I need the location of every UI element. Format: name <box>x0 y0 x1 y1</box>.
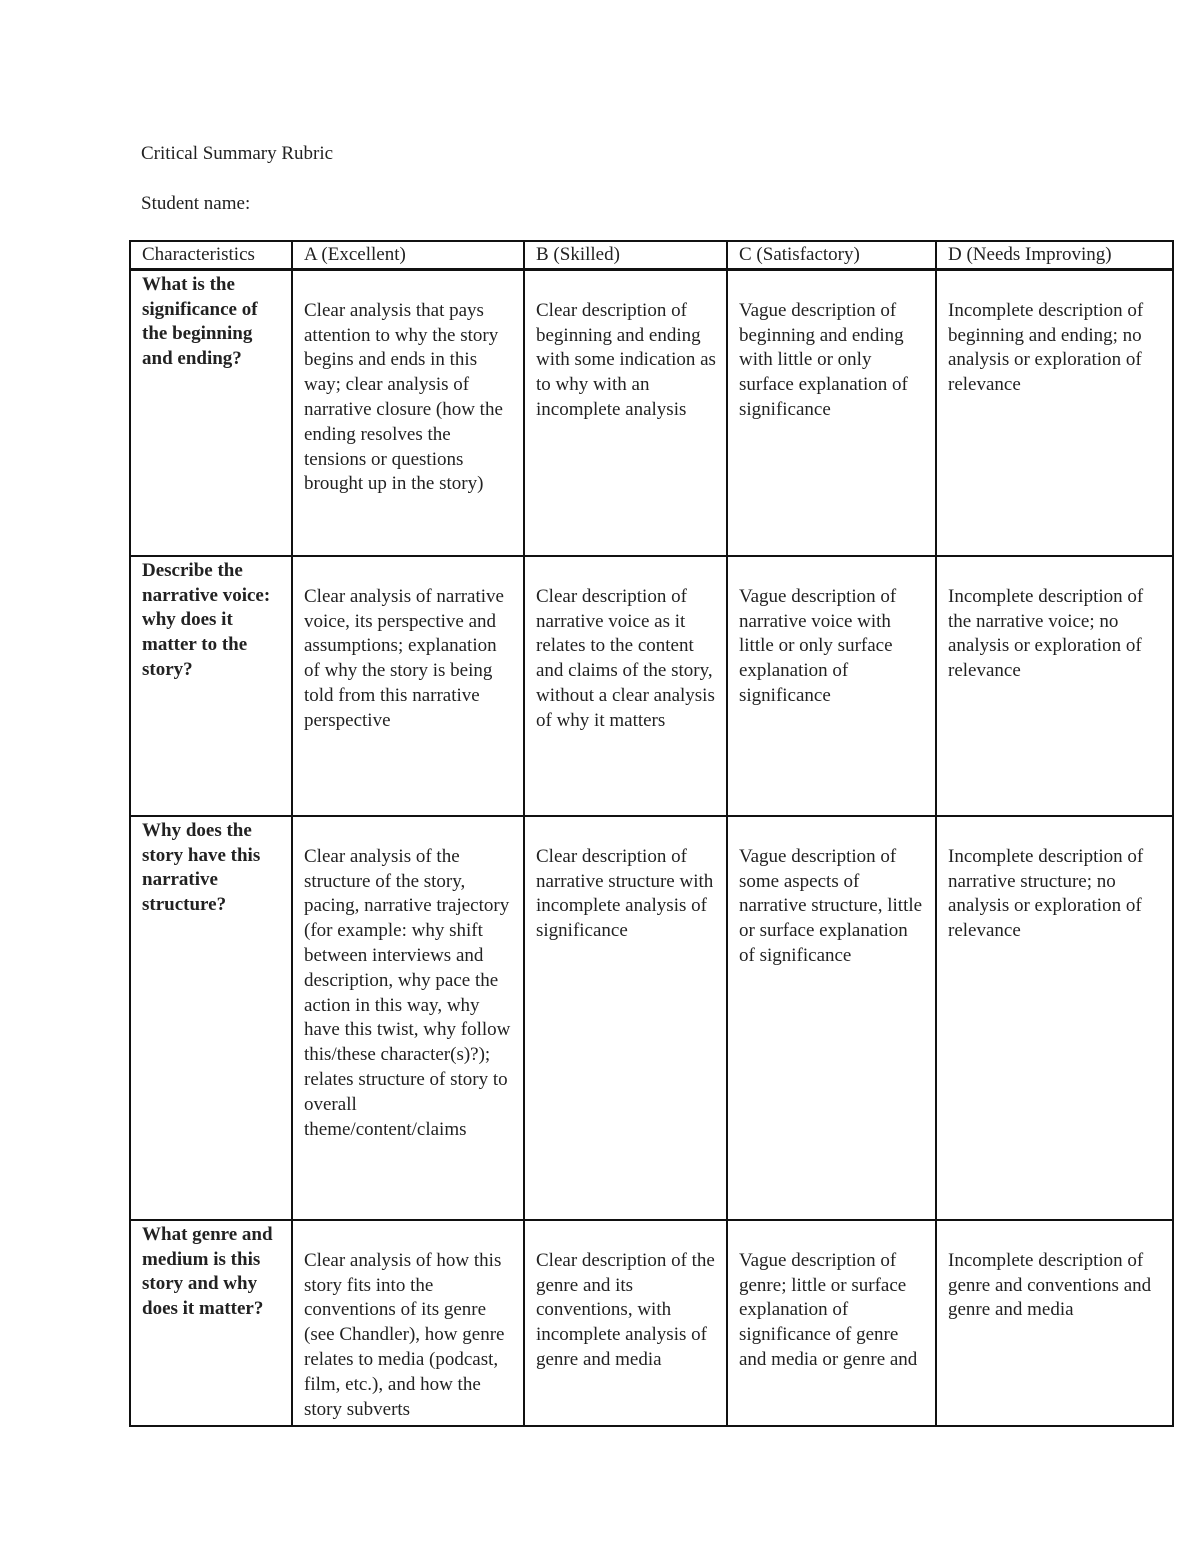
grade-d-cell <box>936 1220 1173 1426</box>
grade-b-cell: Clear description of beginning and ending with some indication as to why with an incomplete analysis <box>524 269 727 556</box>
characteristic-cell <box>130 1220 292 1426</box>
characteristic-cell: What is the significance of the beginning and ending? <box>130 269 292 556</box>
grade-b-text: Clear description of the genre and its conventions, with incomplete analysis of genre and media <box>536 1249 715 1370</box>
grade-b-cell <box>524 1220 727 1426</box>
grade-c-text: Vague description of genre; little or surface explanation of significance of genre and media or genre and <box>739 1249 918 1370</box>
grade-d-cell: Incomplete description of beginning and ending; no analysis or exploration of relevance <box>936 269 1173 556</box>
grade-d-text: Incomplete description of genre and conventions and genre and media <box>948 1249 1152 1321</box>
rubric-row-narrative-voice <box>130 556 1173 816</box>
rubric-row-genre-medium <box>130 1220 1173 1426</box>
rubric-row-narrative-structure <box>130 816 1173 1220</box>
rubric-header-row <box>130 241 1173 269</box>
grade-b-cell: Clear description of narrative structure with incomplete analysis of significance <box>524 816 727 1220</box>
characteristic-cell: Why does the story have this narrative structure? <box>130 816 292 1220</box>
grade-a-cell: Clear analysis of the structure of the story, pacing, narrative trajectory (for example: why shift between interviews and description, why pace the action in this way, why have this twist, why follow this/these character(s)?); relates structure of story to overall theme/content/claims <box>292 816 524 1220</box>
grade-c-cell: Vague description of some aspects of narrative structure, little or surface explanation of significance <box>727 816 936 1220</box>
grade-b-cell: Clear description of narrative voice as it relates to the content and claims of the story, without a clear analysis of why it matters <box>524 556 727 816</box>
header-grade-b: B (Skilled) <box>524 241 727 269</box>
header-grade-a: A (Excellent) <box>292 241 524 269</box>
grade-c-cell <box>727 1220 936 1426</box>
header-characteristics: Characteristics <box>130 241 292 269</box>
rubric-row-beginning-ending <box>130 269 1173 556</box>
grade-d-cell: Incomplete description of narrative structure; no analysis or exploration of relevance <box>936 816 1173 1220</box>
header-grade-d: D (Needs Improving) <box>936 241 1173 269</box>
header-grade-c: C (Satisfactory) <box>727 241 936 269</box>
characteristic-text: What genre and medium is this story and why does it matter? <box>142 1223 273 1320</box>
rubric-table <box>129 240 1174 1427</box>
grade-a-cell: Clear analysis of narrative voice, its perspective and assumptions; explanation of why the story is being told from this narrative perspective <box>292 556 524 816</box>
student-name-label: Student name: <box>141 193 251 214</box>
grade-a-cell: Clear analysis that pays attention to why the story begins and ends in this way; clear analysis of narrative closure (how the ending resolves the tensions or questions brought up in the story) <box>292 269 524 556</box>
grade-d-cell: Incomplete description of the narrative voice; no analysis or exploration of relevance <box>936 556 1173 816</box>
grade-c-cell: Vague description of narrative voice with little or only surface explanation of significance <box>727 556 936 816</box>
grade-c-cell: Vague description of beginning and ending with little or only surface explanation of significance <box>727 269 936 556</box>
grade-a-cell <box>292 1220 524 1426</box>
grade-a-text: Clear analysis of how this story fits into the conventions of its genre (see Chandler), how genre relates to media (podcast, film, etc.), and how the story subverts <box>304 1249 505 1420</box>
document-title: Critical Summary Rubric <box>141 143 334 164</box>
characteristic-cell: Describe the narrative voice: why does it matter to the story? <box>130 556 292 816</box>
